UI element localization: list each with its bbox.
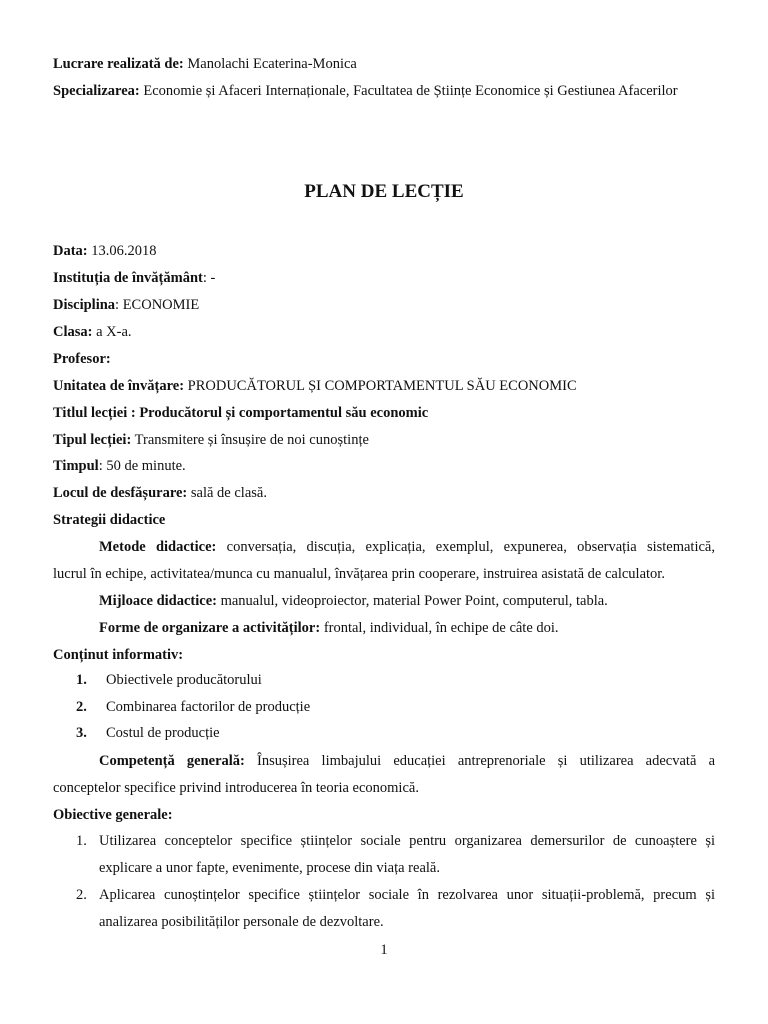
field-clasa	[53, 323, 715, 341]
obiective-heading: Obiective generale:	[53, 807, 173, 823]
field-unitatea-label: Unitatea de învățare:	[53, 378, 185, 394]
field-data	[53, 242, 715, 260]
continut-item-text: Obiectivele producătorului	[106, 672, 262, 688]
continut-item-number: 3.	[76, 725, 87, 741]
continut-item	[76, 671, 715, 689]
field-timpul	[53, 457, 715, 475]
continut-item-number: 1.	[76, 672, 87, 688]
obiectiv-1-number: 1.	[76, 833, 87, 849]
continut-heading: Conținut informativ:	[53, 647, 184, 663]
author-value: Manolachi Ecaterina-Monica	[183, 56, 357, 72]
specialization-value: Economie și Afaceri Internaționale, Facultatea de Științe Economice și Gestiunea Afacerilor	[139, 83, 678, 99]
field-titlul-label: Titlul lecției : Producătorul și comportamentul său economic	[53, 405, 429, 421]
author-line	[53, 55, 715, 73]
continut-item	[76, 724, 715, 742]
field-institutia-value: : -	[202, 270, 216, 286]
continut-item-number: 2.	[76, 699, 87, 715]
obiectiv-1-line-1	[99, 832, 715, 850]
competenta-line-2: conceptelor specifice privind introducerea în teoria economică.	[53, 780, 419, 796]
forme-label: Forme de organizare a activităților:	[99, 620, 321, 636]
continut-item-text: Combinarea factorilor de producție	[106, 699, 311, 715]
metode-value-1: conversația, discuția, explicația, exemplul, expunerea, observația sistematică,	[216, 539, 715, 555]
specialization-label: Specializarea:	[53, 83, 140, 99]
field-institutia-label: Instituția de învățământ	[53, 270, 203, 286]
field-disciplina	[53, 296, 715, 314]
metode-line-2: lucrul în echipe, activitatea/munca cu manualul, învățarea prin cooperare, instruirea asistată de calculator.	[53, 566, 665, 582]
field-tipul	[53, 431, 715, 449]
field-timpul-label: Timpul	[53, 458, 99, 474]
field-institutia	[53, 269, 715, 287]
continut-item-text: Costul de producție	[106, 725, 220, 741]
field-profesor-label: Profesor:	[53, 351, 111, 367]
field-unitatea	[53, 377, 715, 395]
author-label: Lucrare realizată de:	[53, 56, 184, 72]
mijloace-label: Mijloace didactice:	[99, 593, 217, 609]
field-clasa-label: Clasa:	[53, 324, 93, 340]
obiectiv-2-line-2: analizarea posibilităților personale de dezvoltare.	[99, 914, 384, 930]
mijloace-value: manualul, videoproiector, material Power Point, computerul, tabla.	[216, 593, 608, 609]
mijloace-line	[99, 592, 715, 610]
continut-item	[76, 698, 715, 716]
obiectiv-1-text-1: Utilizarea conceptelor specifice științelor sociale pentru organizarea demersurilor de cunoaștere și	[99, 833, 715, 849]
obiectiv-2-text-1: Aplicarea cunoștințelor specifice științelor sociale în rezolvarea unor situații-problemă, precum și	[99, 887, 715, 903]
specialization-line	[53, 82, 715, 100]
obiectiv-2-line-1	[99, 886, 715, 904]
field-locul-value: sală de clasă.	[187, 485, 267, 501]
obiectiv-2-number: 2.	[76, 887, 87, 903]
field-tipul-label: Tipul lecției:	[53, 432, 132, 448]
competenta-label: Competență generală:	[99, 753, 245, 769]
field-disciplina-label: Disciplina	[53, 297, 116, 313]
field-disciplina-value: : ECONOMIE	[115, 297, 200, 313]
forme-value: frontal, individual, în echipe de câte doi.	[320, 620, 559, 636]
forme-line	[99, 619, 715, 637]
field-clasa-value: a X-a.	[92, 324, 132, 340]
metode-label: Metode didactice:	[99, 539, 217, 555]
strategii-heading: Strategii didactice	[53, 512, 166, 528]
field-profesor	[53, 350, 715, 368]
metode-line-1	[53, 538, 715, 556]
field-locul-label: Locul de desfășurare:	[53, 485, 188, 501]
page-title: PLAN DE LECȚIE	[304, 181, 464, 202]
field-timpul-value: : 50 de minute.	[98, 458, 186, 474]
field-data-label: Data:	[53, 243, 88, 259]
field-unitatea-value: PRODUCĂTORUL ȘI COMPORTAMENTUL SĂU ECONOMIC	[184, 378, 577, 394]
obiectiv-1-line-2: explicare a unor fapte, evenimente, procese din viața reală.	[99, 860, 440, 876]
field-titlul	[53, 404, 715, 422]
competenta-value-1: Însușirea limbajului educației antreprenoriale și utilizarea adecvată a	[244, 753, 716, 769]
field-tipul-value: Transmitere și însușire de noi cunoștințe	[131, 432, 369, 448]
field-locul	[53, 484, 715, 502]
competenta-line-1	[53, 752, 715, 770]
page-number: 1	[380, 942, 388, 958]
field-data-value: 13.06.2018	[87, 243, 157, 259]
